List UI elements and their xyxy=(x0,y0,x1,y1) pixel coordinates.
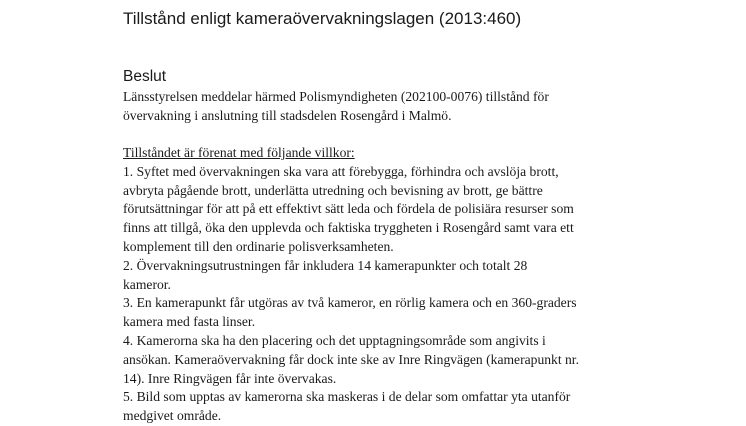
conditions-section xyxy=(123,144,579,426)
conditions-title: Tillståndet är förenat med följande villkor: xyxy=(123,145,355,160)
condition-line: 3. En kamerapunkt får utgöras av två kameror, en rörlig kamera och en 360-graders xyxy=(123,295,577,311)
condition-line: finns att tillgå, öka den upplevda och faktiska tryggheten i Rosengård samt vara ett xyxy=(123,220,574,236)
condition-line: 5. Bild som upptas av kamerorna ska maskeras i de delar som omfattar yta utanför xyxy=(123,389,571,405)
condition-line: 2. Övervakningsutrustningen får inkludera 14 kamerapunkter och totalt 28 xyxy=(123,257,528,273)
condition-line: kamera med fasta linser. xyxy=(123,314,256,330)
condition-line: avbryta pågående brott, underlätta utredning och bevisning av brott, ge bättre xyxy=(123,182,543,198)
intro-paragraph xyxy=(123,88,549,126)
condition-line: förutsättningar för att på ett effektivt sätt leda och fördela de polisiära resurser som xyxy=(123,201,574,217)
condition-line: medgivet område. xyxy=(123,408,222,424)
intro-line: övervakning i anslutning till stadsdelen Rosengård i Malmö. xyxy=(123,107,452,123)
condition-line: ansökan. Kameraövervakning får dock inte ske av Inre Ringvägen (kamerapunkt nr. xyxy=(123,351,579,367)
condition-line: 1. Syftet med övervakningen ska vara att förebygga, förhindra och avslöja brott, xyxy=(123,163,559,179)
document-title: Tillstånd enligt kameraövervakningslagen (2013:460) xyxy=(123,9,522,28)
condition-line: kameror. xyxy=(123,276,171,292)
section-heading: Beslut xyxy=(123,68,167,85)
condition-line: 14). Inre Ringvägen får inte övervakas. xyxy=(123,370,337,386)
condition-line: 4. Kamerorna ska ha den placering och det upptagningsområde som angivits i xyxy=(123,332,546,348)
condition-line: komplement till den ordinarie polisverksamheten. xyxy=(123,238,394,254)
intro-line: Länsstyrelsen meddelar härmed Polismyndigheten (202100-0076) tillstånd för xyxy=(123,89,549,104)
